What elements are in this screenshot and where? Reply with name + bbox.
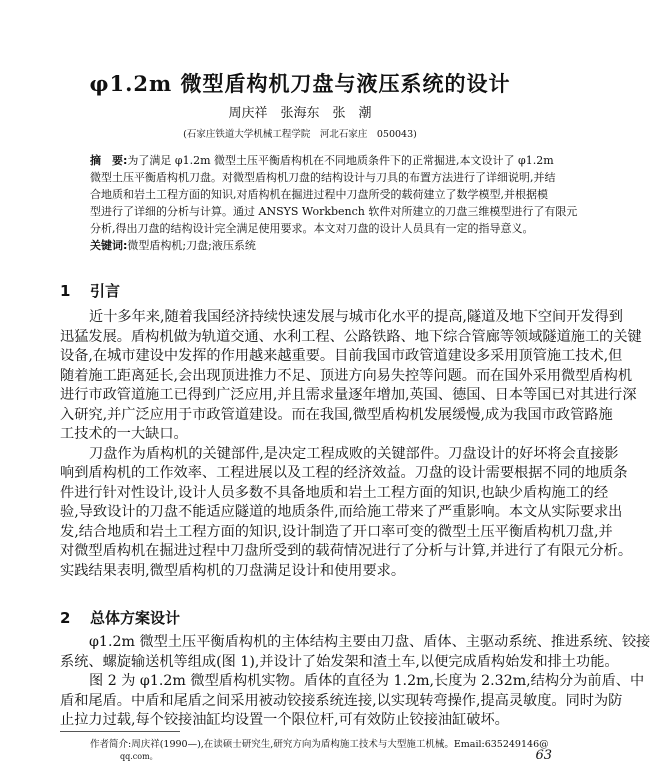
abstract-text: 分析,得出刀盘的结构设计完全满足使用要求。本文对刀盘的设计人员具有一定的指导意义。 xyxy=(90,222,534,235)
section-title: 总体方案设计 xyxy=(90,609,181,627)
abstract-line xyxy=(90,152,554,169)
text-line: 实践结果表明,微型盾构机的刀盘满足设计和使用要求。 xyxy=(60,562,406,579)
abstract xyxy=(90,152,578,254)
page-number: 63 xyxy=(535,748,552,763)
abstract-text: 为了满足 φ1.2m 微型土压平衡盾构机在不同地质条件下的正常掘进,本文设计了 φ1.2m xyxy=(127,154,554,167)
affiliation: (石家庄铁道大学机械工程学院 河北石家庄 050043) xyxy=(183,129,417,140)
abstract-label: 摘 要: xyxy=(90,154,128,167)
section-heading-1 xyxy=(60,280,120,301)
abstract-line xyxy=(90,203,578,220)
authors: 周庆祥 张海东 张 潮 xyxy=(228,106,372,121)
keywords xyxy=(90,237,545,254)
abstract-text: 型进行了详细的分析与计算。通过 ANSYS Workbench 软件对所建立的刀盘三维模型进行了有限元 xyxy=(90,205,578,218)
text-line: φ1.2m 微型土压平衡盾构机的主体结构主要由刀盘、盾体、主驱动系统、推进系统、铰接 xyxy=(89,634,650,650)
section-number: 2 xyxy=(60,609,71,627)
section-number: 1 xyxy=(60,282,71,300)
section-title: 引言 xyxy=(90,282,121,300)
abstract-line xyxy=(90,169,556,186)
abstract-text: 微型土压平衡盾构机刀盘。对微型盾构机刀盘的结构设计与刀具的布置方法进行了详细说明,并结 xyxy=(90,171,556,184)
section-heading-2 xyxy=(60,607,180,628)
footnote-line: 作者简介:周庆祥(1990—),在读硕士研究生,研究方向为盾构施工技术与大型施工机械。Email:635249146@ xyxy=(90,739,549,750)
text-line: 随着施工距离延长,会出现顶进推力不足、顶进方向易失控等问题。而在国外采用微型盾构机 xyxy=(60,367,633,384)
text-line: 设备,在城市建设中发挥的作用越来越重要。目前我国市政管道建设多采用顶管施工技术,但 xyxy=(60,348,623,364)
section-2-body xyxy=(60,633,650,731)
paragraph xyxy=(60,633,650,672)
text-line: 图 2 为 φ1.2m 微型盾构机实物。盾体的直径为 1.2m,长度为 2.32m,结构分为前盾、中 xyxy=(89,673,645,689)
paragraph xyxy=(60,445,633,582)
text-line: 对微型盾构机在掘进过程中刀盘所受到的载荷情况进行了分析与计算,并进行了有限元分析。 xyxy=(60,543,633,559)
footnote-rule xyxy=(60,731,180,732)
paper-title: φ1.2m 微型盾构机刀盘与液压系统的设计 xyxy=(89,71,511,96)
text-line: 系统、螺旋输送机等组成(图 1),并设计了始发架和渣土车,以便完成盾构始发和排土功能。 xyxy=(60,653,619,670)
paragraph xyxy=(60,672,645,731)
abstract-line xyxy=(90,220,545,237)
text-line: 进行市政管道施工已得到广泛应用,并且需求量逐年增加,英国、德国、日本等国已对其进行深 xyxy=(60,387,637,403)
text-line: 近十多年来,随着我国经济持续快速发展与城市化水平的提高,隧道及地下空间开发得到 xyxy=(89,309,623,325)
text-line: 盾和尾盾。中盾和尾盾之间采用被动铰接系统连接,以实现转弯操作,提高灵敏度。同时为防 xyxy=(60,692,623,709)
abstract-line xyxy=(90,186,548,203)
abstract-text: 合地质和岩土工程方面的知识,对盾构机在掘进过程中刀盘所受的载荷建立了数学模型,并根据模 xyxy=(90,188,548,201)
text-line: 入研究,并广泛应用于市政管道建设。而在我国,微型盾构机发展缓慢,成为我国市政管路施 xyxy=(60,406,613,423)
text-line: 验,导致设计的刀盘不能适应隧道的地质条件,而给施工带来了严重影响。本文从实际要求出 xyxy=(60,504,623,520)
text-line: 响到盾构机的工作效率、工程进展以及工程的经济效益。刀盘的设计需要根据不同的地质条 xyxy=(60,465,628,481)
text-line: 件进行针对性设计,设计人员多数不具备地质和岩土工程方面的知识,也缺少盾构施工的经 xyxy=(60,484,609,501)
text-line: 发,结合地质和岩土工程方面的知识,设计制造了开口率可变的微型土压平衡盾构机刀盘,并 xyxy=(60,523,613,540)
footnote-line: qq.com。 xyxy=(120,752,158,761)
text-line: 止拉力过载,每个铰接油缸均设置一个限位杆,可有效防止铰接油缸破坏。 xyxy=(60,712,509,728)
keywords-text: 微型盾构机;刀盘;液压系统 xyxy=(127,239,256,252)
text-line: 工技术的一大缺口。 xyxy=(60,426,188,442)
keywords-label: 关键词: xyxy=(90,239,128,252)
text-line: 迅猛发展。盾构机做为轨道交通、水利工程、公路铁路、地下综合管廊等领域隧道施工的关键 xyxy=(60,328,642,345)
paragraph xyxy=(60,308,642,445)
footnote xyxy=(90,739,549,763)
section-1-body xyxy=(60,308,642,581)
text-line: 刀盘作为盾构机的关键部件,是决定工程成败的关键部件。刀盘设计的好坏将会直接影 xyxy=(89,445,619,462)
